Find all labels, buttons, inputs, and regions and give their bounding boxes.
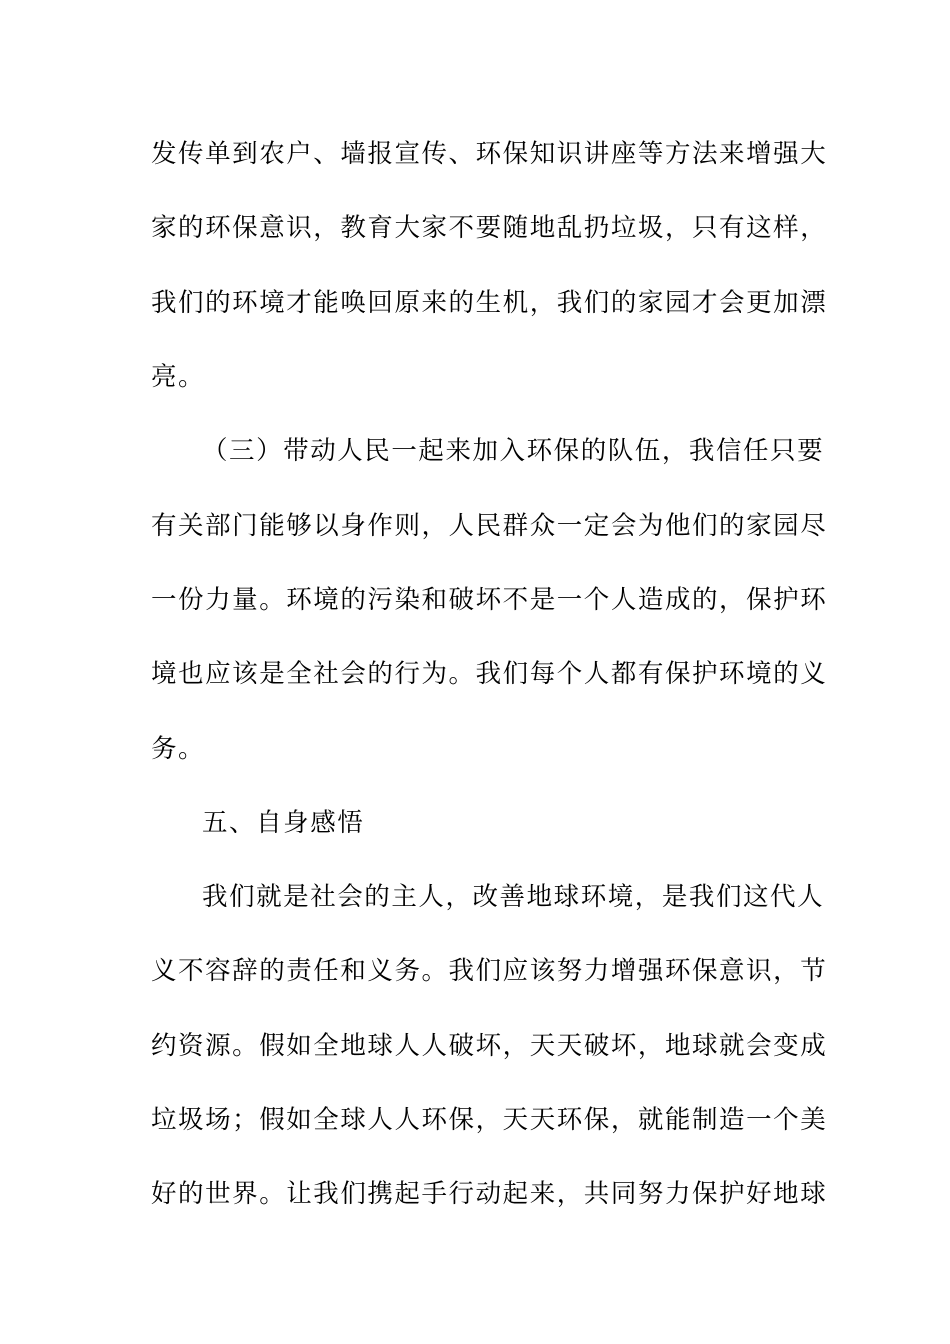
paragraph-line: 一份力量。环境的污染和破坏不是一个人造成的，保护环: [151, 585, 828, 615]
paragraph-line: 我们的环境才能唤回原来的生机，我们的家园才会更加漂: [151, 288, 828, 318]
paragraph-line: 家的环保意识，教育大家不要随地乱扔垃圾，只有这样，: [151, 213, 828, 243]
paragraph-line: 约资源。假如全地球人人破坏，天天破坏，地球就会变成: [151, 1031, 828, 1061]
paragraph-line: 好的世界。让我们携起手行动起来，共同努力保护好地球: [151, 1179, 828, 1209]
paragraph-line: 发传单到农户、墙报宣传、环保知识讲座等方法来增强大: [151, 139, 828, 169]
paragraph-line: 义不容辞的责任和义务。我们应该努力增强环保意识，节: [151, 956, 828, 986]
paragraph-line: 垃圾场；假如全球人人环保，天天环保，就能制造一个美: [151, 1105, 828, 1135]
section-heading: 五、自身感悟: [202, 808, 365, 838]
paragraph-line: 我们就是社会的主人，改善地球环境，是我们这代人: [202, 882, 825, 912]
paragraph-line: 有关部门能够以身作则，人民群众一定会为他们的家园尽: [151, 511, 828, 541]
paragraph-line: 境也应该是全社会的行为。我们每个人都有保护环境的义: [151, 659, 828, 689]
paragraph-line: （三）带动人民一起来加入环保的队伍，我信任只要: [202, 436, 825, 466]
paragraph-line: 务。: [151, 734, 206, 764]
paragraph-line: 亮。: [151, 362, 206, 392]
